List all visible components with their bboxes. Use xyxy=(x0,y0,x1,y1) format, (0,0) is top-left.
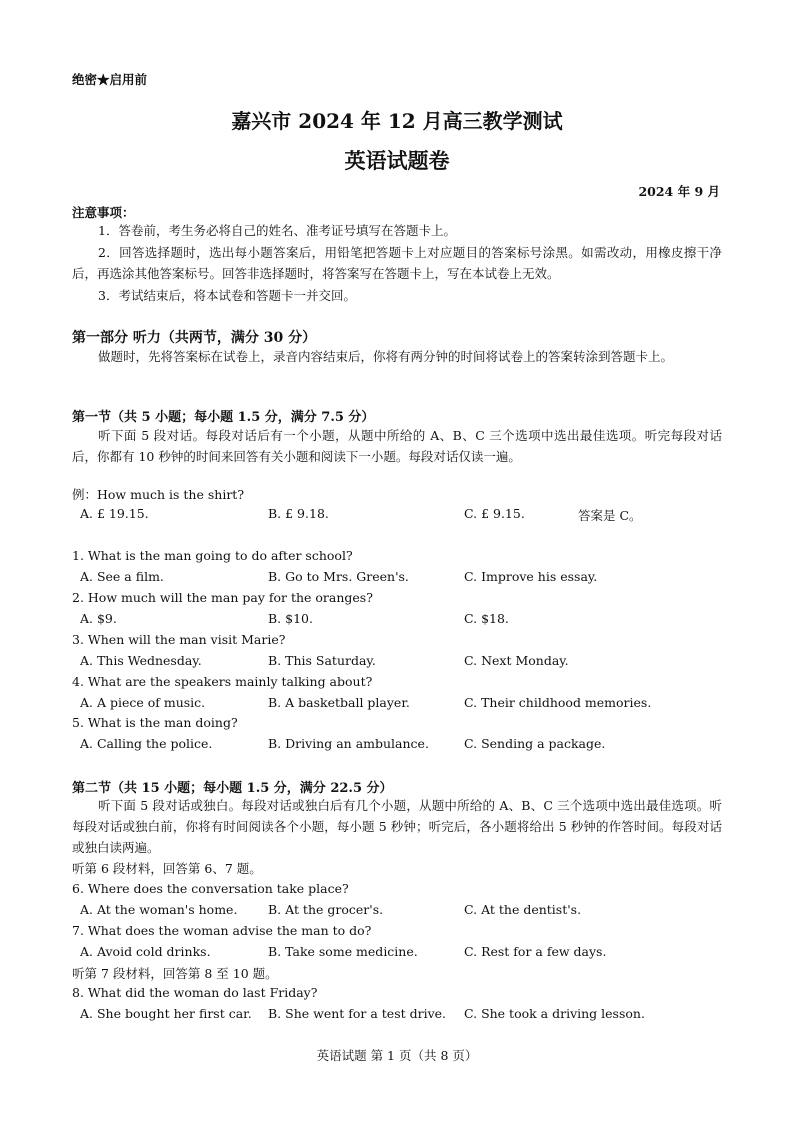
q6-option-c: C. At the dentist's. xyxy=(464,902,582,917)
q5-option-a: A. Calling the police. xyxy=(80,736,213,751)
q3-option-a: A. This Wednesday. xyxy=(80,653,202,668)
notice-item-2: 2．回答选择题时，选出每小题答案后，用铅笔把答题卡上对应题目的答案标号涂黑。如需改动，用橡皮擦干净后，再选涂其他答案标号。回答非选择题时，将答案写在答题卡上，写在本试卷上无效。 xyxy=(72,245,722,281)
confidential-mark: 绝密★启用前 xyxy=(72,72,148,87)
q1-option-a: A. See a film. xyxy=(80,569,164,584)
q4-option-c: C. Their childhood memories. xyxy=(464,695,652,710)
q7-option-c: C. Rest for a few days. xyxy=(464,944,607,959)
example-question: 例：How much is the shirt? xyxy=(72,487,245,502)
question-2: 2. How much will the man pay for the oranges? xyxy=(72,590,373,605)
notice-heading: 注意事项： xyxy=(72,205,135,220)
example-option-b: B. £ 9.18. xyxy=(268,506,329,521)
material-6-note: 听第 6 段材料，回答第 6、7 题。 xyxy=(72,861,262,876)
q8-option-b: B. She went for a test drive. xyxy=(268,1006,447,1021)
question-1: 1. What is the man going to do after school? xyxy=(72,548,353,563)
question-6: 6. Where does the conversation take place? xyxy=(72,881,349,896)
q7-option-b: B. Take some medicine. xyxy=(268,944,418,959)
example-option-c: C. £ 9.15. xyxy=(464,506,525,521)
question-7: 7. What does the woman advise the man to do? xyxy=(72,923,372,938)
question-4: 4. What are the speakers mainly talking about? xyxy=(72,674,373,689)
q3-option-b: B. This Saturday. xyxy=(268,653,376,668)
example-option-a: A. £ 19.15. xyxy=(80,506,149,521)
q5-option-b: B. Driving an ambulance. xyxy=(268,736,429,751)
page-footer: 英语试题 第 1 页（共 8 页） xyxy=(316,1048,478,1063)
section1-intro: 听下面 5 段对话。每段对话后有一个小题，从题中所给的 A、B、C 三个选项中选出最佳选项。听完每段对话后，你都有 10 秒钟的时间来回答有关小题和阅读下一小题。每段对话仅读一遍。 xyxy=(72,428,722,464)
q7-option-a: A. Avoid cold drinks. xyxy=(80,944,211,959)
q4-option-a: A. A piece of music. xyxy=(80,695,206,710)
q1-option-c: C. Improve his essay. xyxy=(464,569,598,584)
exam-date: 2024 年 9 月 xyxy=(638,184,720,199)
q4-option-b: B. A basketball player. xyxy=(268,695,410,710)
section2-intro: 听下面 5 段对话或独白。每段对话或独白后有几个小题，从题中所给的 A、B、C 三个选项中选出最佳选项。听每段对话或独白前，你将有时间阅读各个小题，每小题 5 秒钟；听完后，各小题将给出 5 秒钟的作答时间。每段对话或独白读两遍。 xyxy=(72,798,722,855)
q5-option-c: C. Sending a package. xyxy=(464,736,606,751)
q8-option-c: C. She took a driving lesson. xyxy=(464,1006,645,1021)
question-3: 3. When will the man visit Marie? xyxy=(72,632,286,647)
exam-title: 嘉兴市 2024 年 12 月高三教学测试 xyxy=(231,109,563,133)
q6-option-a: A. At the woman's home. xyxy=(80,902,238,917)
part1-intro: 做题时，先将答案标在试卷上，录音内容结束后，你将有两分钟的时间将试卷上的答案转涂到答题卡上。 xyxy=(98,349,674,364)
part1-heading: 第一部分 听力（共两节，满分 30 分） xyxy=(72,330,317,346)
q2-option-c: C. $18. xyxy=(464,611,509,626)
q6-option-b: B. At the grocer's. xyxy=(268,902,384,917)
material-7-note: 听第 7 段材料，回答第 8 至 10 题。 xyxy=(72,966,278,981)
section2-heading: 第二节（共 15 小题；每小题 1.5 分，满分 22.5 分） xyxy=(72,781,393,796)
example-answer: 答案是 C。 xyxy=(578,508,642,523)
q8-option-a: A. She bought her first car. xyxy=(80,1006,252,1021)
exam-subtitle: 英语试题卷 xyxy=(344,148,450,173)
question-8: 8. What did the woman do last Friday? xyxy=(72,985,318,1000)
q3-option-c: C. Next Monday. xyxy=(464,653,569,668)
section1-heading: 第一节（共 5 小题；每小题 1.5 分，满分 7.5 分） xyxy=(72,410,375,425)
q1-option-b: B. Go to Mrs. Green's. xyxy=(268,569,409,584)
notice-item-3: 3．考试结束后，将本试卷和答题卡一并交回。 xyxy=(98,288,356,303)
question-5: 5. What is the man doing? xyxy=(72,715,238,730)
q2-option-a: A. $9. xyxy=(80,611,117,626)
q2-option-b: B. $10. xyxy=(268,611,313,626)
notice-item-1: 1．答卷前，考生务必将自己的姓名、准考证号填写在答题卡上。 xyxy=(98,223,456,238)
